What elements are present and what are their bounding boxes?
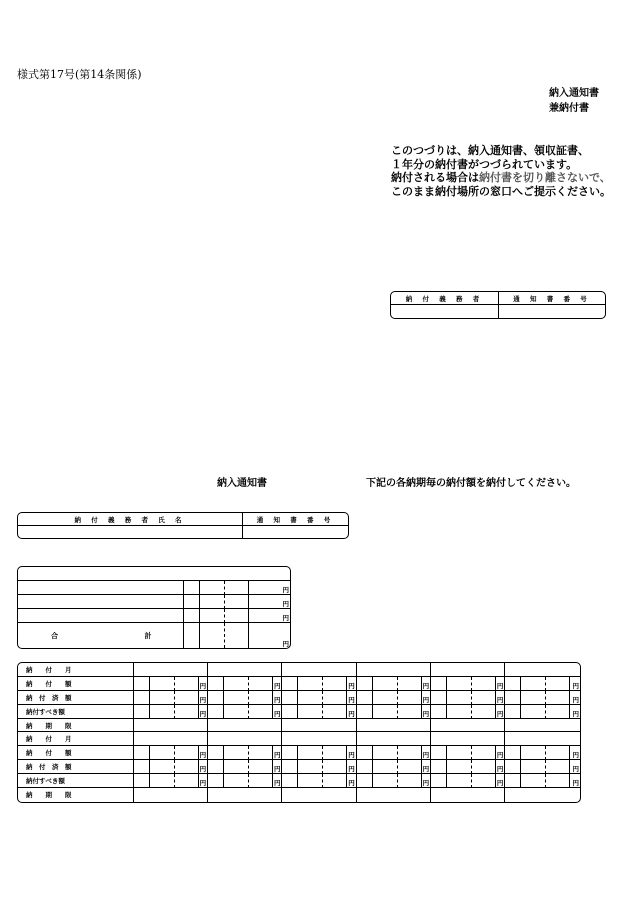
schedule-amount-cell: [447, 705, 472, 719]
summary-cell: [200, 609, 225, 623]
notice-line-3: [391, 171, 611, 185]
schedule-row-amount: [18, 677, 580, 691]
schedule-yen: 円: [570, 705, 580, 719]
schedule-period-cell: [134, 732, 208, 746]
schedule-amount-cell: [398, 760, 422, 774]
schedule-amount-cell: [208, 746, 224, 760]
notice-number-header: 通 知 書 番 号: [243, 513, 348, 526]
summary-total-cell: [200, 623, 225, 648]
notice-text: [391, 144, 611, 198]
schedule-amount-cell: [398, 677, 422, 691]
schedule-label-paid: 納 付 済 額: [18, 691, 134, 705]
schedule-yen: 円: [199, 677, 208, 691]
notice-line-4: このまま納付場所の窓口へご提示ください。: [391, 184, 611, 198]
schedule-amount-cell: [546, 774, 570, 788]
schedule-period-cell: [505, 788, 580, 802]
schedule-yen: 円: [570, 760, 580, 774]
schedule-amount-cell: [431, 760, 447, 774]
schedule-row-deadline: [18, 788, 580, 802]
schedule-amount-cell: [373, 774, 398, 788]
header-table: [390, 291, 606, 319]
schedule-amount-cell: [505, 691, 521, 705]
schedule-period-cell: [431, 719, 505, 733]
schedule-amount-cell: [175, 705, 199, 719]
schedule-yen: 円: [273, 705, 282, 719]
schedule-label-due: 納付すべき額: [18, 774, 134, 788]
summary-cell: [200, 595, 225, 609]
payer-name-header: 納 付 義 務 者 氏 名: [18, 513, 243, 526]
summary-yen: 円: [249, 609, 290, 623]
schedule-amount-cell: [472, 677, 496, 691]
payer-name-table: [17, 512, 349, 539]
header-cell-notice-number[interactable]: [499, 305, 605, 318]
notice-line-3b: 納付書を切り離さないで、: [479, 171, 611, 184]
schedule-yen: 円: [199, 774, 208, 788]
schedule-row-month: [18, 732, 580, 746]
section-title: 納入通知書: [217, 478, 267, 489]
schedule-yen: 円: [273, 691, 282, 705]
schedule-amount-cell: [150, 774, 175, 788]
summary-item: [18, 581, 184, 595]
schedule-amount-cell: [521, 677, 546, 691]
schedule-amount-cell: [134, 774, 150, 788]
schedule-yen: 円: [422, 774, 431, 788]
title-line-1: 納入通知書: [549, 88, 599, 99]
schedule-amount-cell: [249, 705, 273, 719]
schedule-yen: 円: [422, 760, 431, 774]
schedule-label-deadline: 納 期 限: [18, 719, 134, 733]
schedule-label-amount: 納 付 額: [18, 746, 134, 760]
schedule-amount-cell: [298, 691, 323, 705]
schedule-period-cell: [431, 663, 505, 677]
schedule-amount-cell: [134, 760, 150, 774]
schedule-yen: 円: [199, 760, 208, 774]
schedule-yen: 円: [570, 746, 580, 760]
schedule-yen: 円: [347, 677, 356, 691]
schedule-yen: 円: [570, 691, 580, 705]
schedule-yen: 円: [199, 746, 208, 760]
header-cell-payer[interactable]: [391, 305, 499, 318]
schedule-amount-cell: [505, 760, 521, 774]
schedule-yen: 円: [496, 774, 505, 788]
schedule-row-paid: [18, 760, 580, 774]
summary-cell: [225, 595, 249, 609]
notice-line-3a: 納付される場合は: [391, 171, 479, 184]
schedule-yen: 円: [273, 746, 282, 760]
schedule-amount-cell: [150, 691, 175, 705]
section-instruction: 下記の各納期毎の納付額を納付してください。: [366, 478, 576, 489]
summary-cell: [225, 581, 249, 595]
total-left: 合: [51, 631, 58, 640]
schedule-amount-cell: [208, 760, 224, 774]
schedule-yen: 円: [273, 760, 282, 774]
schedule-period-cell: [282, 663, 356, 677]
schedule-amount-cell: [521, 691, 546, 705]
schedule-amount-cell: [546, 705, 570, 719]
schedule-period-cell: [282, 788, 356, 802]
schedule-amount-cell: [431, 691, 447, 705]
schedule-label-paid: 納 付 済 額: [18, 760, 134, 774]
schedule-amount-cell: [521, 746, 546, 760]
schedule-amount-cell: [447, 774, 472, 788]
schedule-yen: 円: [347, 691, 356, 705]
schedule-amount-cell: [224, 746, 249, 760]
header-col-payer: 納 付 義 務 者: [391, 292, 499, 305]
schedule-amount-cell: [150, 677, 175, 691]
schedule-amount-cell: [224, 691, 249, 705]
schedule-label-deadline: 納 期 限: [18, 788, 134, 802]
schedule-amount-cell: [175, 760, 199, 774]
schedule-amount-cell: [357, 691, 373, 705]
schedule-yen: 円: [422, 691, 431, 705]
schedule-period-cell: [282, 719, 356, 733]
schedule-period-cell: [208, 788, 282, 802]
schedule-amount-cell: [249, 746, 273, 760]
schedule-amount-cell: [447, 691, 472, 705]
schedule-label-amount: 納 付 額: [18, 677, 134, 691]
schedule-amount-cell: [357, 746, 373, 760]
schedule-amount-cell: [472, 746, 496, 760]
schedule-amount-cell: [224, 705, 249, 719]
schedule-yen: 円: [570, 677, 580, 691]
header-col-notice-number: 通 知 書 番 号: [499, 292, 605, 305]
schedule-row-paid: [18, 691, 580, 705]
schedule-amount-cell: [282, 705, 298, 719]
schedule-amount-cell: [398, 746, 422, 760]
schedule-amount-cell: [505, 746, 521, 760]
schedule-amount-cell: [357, 677, 373, 691]
schedule-amount-cell: [298, 774, 323, 788]
schedule-amount-cell: [546, 760, 570, 774]
title-line-2: 兼納付書: [549, 103, 589, 114]
schedule-amount-cell: [398, 691, 422, 705]
schedule-amount-cell: [546, 691, 570, 705]
schedule-yen: 円: [422, 746, 431, 760]
schedule-amount-cell: [357, 760, 373, 774]
summary-cell: [184, 609, 200, 623]
schedule-row-due: [18, 705, 580, 719]
schedule-amount-cell: [224, 774, 249, 788]
schedule-amount-cell: [447, 677, 472, 691]
schedule-amount-cell: [373, 677, 398, 691]
schedule-yen: 円: [496, 705, 505, 719]
notice-line-2: １年分の納付書がつづられています。: [391, 157, 578, 171]
summary-cell: [184, 595, 200, 609]
schedule-amount-cell: [373, 760, 398, 774]
schedule-period-cell: [357, 788, 431, 802]
schedule-period-cell: [357, 663, 431, 677]
schedule-amount-cell: [175, 746, 199, 760]
form-number: 様式第17号(第14条関係): [17, 68, 142, 81]
schedule-amount-cell: [249, 677, 273, 691]
schedule-label-month: 納 付 月: [18, 663, 134, 677]
summary-cell: [225, 609, 249, 623]
schedule-amount-cell: [431, 705, 447, 719]
schedule-amount-cell: [546, 746, 570, 760]
summary-table: [17, 566, 291, 649]
schedule-amount-cell: [472, 760, 496, 774]
summary-cell: [184, 581, 200, 595]
schedule-amount-cell: [398, 705, 422, 719]
schedule-period-cell: [208, 732, 282, 746]
schedule-period-cell: [134, 663, 208, 677]
schedule-yen: 円: [347, 774, 356, 788]
schedule-amount-cell: [282, 774, 298, 788]
schedule-amount-cell: [175, 691, 199, 705]
summary-item: [18, 609, 184, 623]
schedule-label-month: 納 付 月: [18, 732, 134, 746]
schedule-period-cell: [431, 788, 505, 802]
schedule-amount-cell: [431, 774, 447, 788]
schedule-period-cell: [505, 732, 580, 746]
summary-total-cell: [225, 623, 249, 648]
schedule-yen: 円: [570, 774, 580, 788]
schedule-amount-cell: [447, 760, 472, 774]
schedule-amount-cell: [323, 746, 347, 760]
schedule-amount-cell: [282, 746, 298, 760]
schedule-amount-cell: [134, 677, 150, 691]
schedule-amount-cell: [208, 705, 224, 719]
schedule-period-cell: [357, 732, 431, 746]
summary-total-cell: [184, 623, 200, 648]
schedule-amount-cell: [505, 774, 521, 788]
document-title: [549, 86, 599, 116]
schedule-yen: 円: [273, 774, 282, 788]
schedule-row-deadline: [18, 719, 580, 733]
schedule-amount-cell: [398, 774, 422, 788]
schedule-amount-cell: [249, 691, 273, 705]
schedule-period-cell: [134, 788, 208, 802]
schedule-amount-cell: [373, 705, 398, 719]
schedule-amount-cell: [150, 705, 175, 719]
schedule-amount-cell: [323, 691, 347, 705]
schedule-amount-cell: [373, 691, 398, 705]
schedule-amount-cell: [150, 760, 175, 774]
schedule-amount-cell: [323, 677, 347, 691]
schedule-yen: 円: [347, 746, 356, 760]
schedule-row-month: [18, 663, 580, 677]
schedule-amount-cell: [282, 691, 298, 705]
schedule-amount-cell: [249, 774, 273, 788]
schedule-period-cell: [431, 732, 505, 746]
schedule-amount-cell: [298, 705, 323, 719]
schedule-amount-cell: [373, 746, 398, 760]
schedule-yen: 円: [347, 760, 356, 774]
schedule-amount-cell: [472, 705, 496, 719]
schedule-label-due: 納付すべき額: [18, 705, 134, 719]
schedule-amount-cell: [521, 760, 546, 774]
schedule-amount-cell: [224, 677, 249, 691]
summary-yen: 円: [249, 595, 290, 609]
schedule-yen: 円: [422, 705, 431, 719]
schedule-yen: 円: [496, 677, 505, 691]
schedule-period-cell: [357, 719, 431, 733]
schedule-amount-cell: [208, 774, 224, 788]
schedule-amount-cell: [521, 705, 546, 719]
schedule-yen: 円: [347, 705, 356, 719]
schedule-yen: 円: [496, 691, 505, 705]
schedule-yen: 円: [199, 705, 208, 719]
schedule-amount-cell: [298, 677, 323, 691]
schedule-yen: 円: [273, 677, 282, 691]
payment-schedule-table: [17, 662, 581, 803]
summary-header-row: [18, 567, 290, 581]
schedule-amount-cell: [298, 746, 323, 760]
notice-line-1: このつづりは、納入通知書、領収証書、: [391, 144, 589, 157]
schedule-period-cell: [134, 719, 208, 733]
schedule-amount-cell: [472, 691, 496, 705]
total-right: 計: [144, 631, 152, 640]
schedule-period-cell: [505, 663, 580, 677]
schedule-yen: 円: [199, 691, 208, 705]
schedule-amount-cell: [323, 774, 347, 788]
schedule-amount-cell: [224, 760, 249, 774]
schedule-amount-cell: [546, 677, 570, 691]
schedule-period-cell: [208, 719, 282, 733]
schedule-period-cell: [282, 732, 356, 746]
schedule-period-cell: [208, 663, 282, 677]
summary-total-yen: 円: [282, 640, 289, 648]
schedule-amount-cell: [282, 677, 298, 691]
schedule-amount-cell: [505, 677, 521, 691]
schedule-amount-cell: [134, 691, 150, 705]
summary-total-label: [18, 623, 184, 648]
schedule-yen: 円: [496, 760, 505, 774]
summary-cell: [200, 581, 225, 595]
schedule-amount-cell: [249, 760, 273, 774]
schedule-amount-cell: [323, 760, 347, 774]
schedule-amount-cell: [357, 705, 373, 719]
schedule-row-due: [18, 774, 580, 788]
schedule-amount-cell: [175, 677, 199, 691]
schedule-amount-cell: [521, 774, 546, 788]
schedule-amount-cell: [447, 746, 472, 760]
schedule-amount-cell: [175, 774, 199, 788]
schedule-amount-cell: [472, 774, 496, 788]
schedule-amount-cell: [431, 677, 447, 691]
schedule-period-cell: [505, 719, 580, 733]
payer-name-cell[interactable]: [18, 526, 243, 538]
summary-item: [18, 595, 184, 609]
schedule-row-amount: [18, 746, 580, 760]
schedule-amount-cell: [208, 691, 224, 705]
summary-yen: 円: [249, 581, 290, 595]
notice-number-cell[interactable]: [243, 526, 348, 538]
schedule-amount-cell: [505, 705, 521, 719]
schedule-amount-cell: [298, 760, 323, 774]
schedule-amount-cell: [323, 705, 347, 719]
schedule-amount-cell: [150, 746, 175, 760]
schedule-amount-cell: [134, 746, 150, 760]
schedule-amount-cell: [208, 677, 224, 691]
schedule-yen: 円: [422, 677, 431, 691]
schedule-yen: 円: [496, 746, 505, 760]
schedule-amount-cell: [282, 760, 298, 774]
schedule-amount-cell: [357, 774, 373, 788]
schedule-amount-cell: [431, 746, 447, 760]
schedule-amount-cell: [134, 705, 150, 719]
